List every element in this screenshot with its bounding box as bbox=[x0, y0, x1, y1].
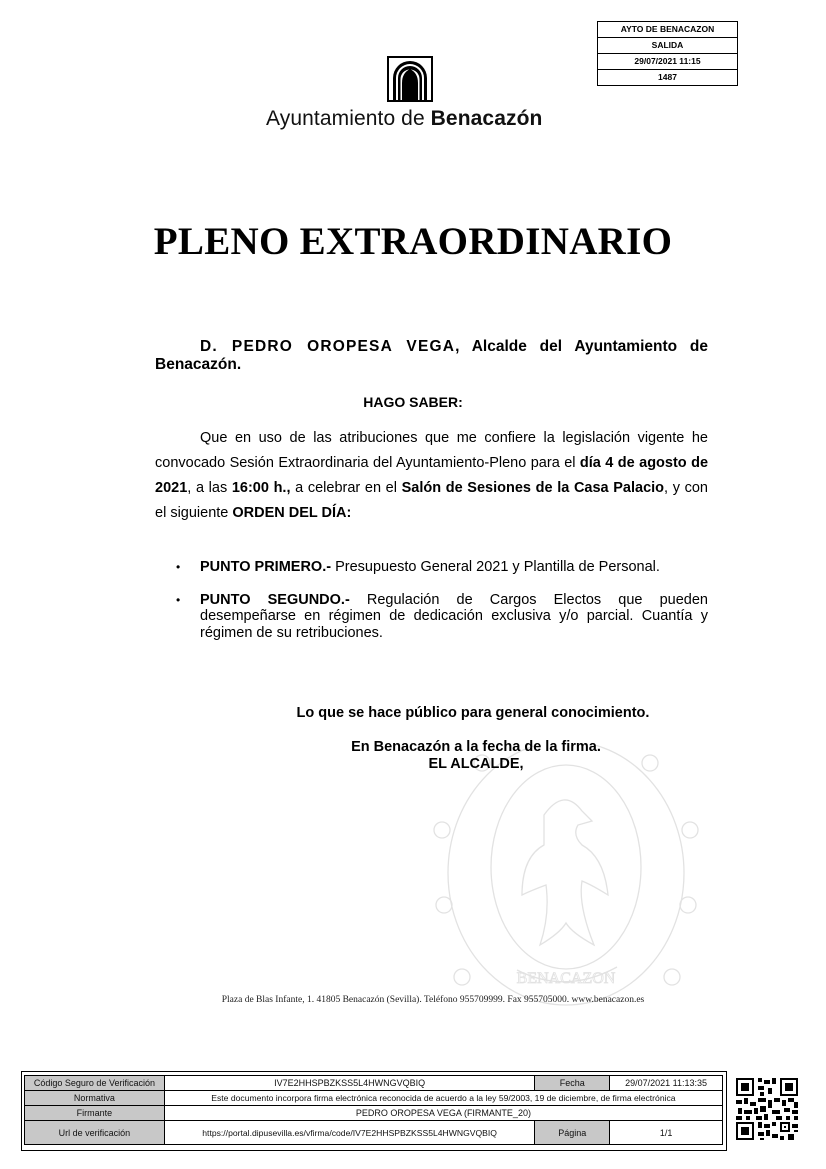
signer-title: EL ALCALDE, bbox=[428, 756, 524, 772]
intro-paragraph bbox=[155, 338, 708, 374]
meeting-place: Salón de Sesiones de la Casa Palacio bbox=[401, 480, 665, 496]
table-row bbox=[25, 1121, 723, 1145]
pagina-value: 1/1 bbox=[610, 1121, 723, 1145]
hago-saber-heading: HAGO SABER: bbox=[363, 394, 463, 410]
csv-value: IV7E2HHSPBZKSS5L4HWNGVQBIQ bbox=[164, 1076, 535, 1091]
table-row bbox=[25, 1091, 723, 1106]
agenda-item-label: PUNTO PRIMERO.- bbox=[200, 559, 332, 575]
agenda-item bbox=[176, 559, 708, 576]
meeting-time: 16:00 h., bbox=[231, 480, 291, 496]
crest-text: BENACAZON bbox=[516, 970, 616, 987]
municipal-crest-watermark bbox=[422, 745, 710, 1015]
place-date-text: En Benacazón a la fecha de la firma. bbox=[351, 739, 601, 755]
stamp-type: SALIDA bbox=[598, 38, 737, 54]
public-notice-text: Lo que se hace público para general conocimiento. bbox=[296, 705, 650, 721]
text: a celebrar en el bbox=[290, 480, 402, 496]
arch-icon bbox=[387, 56, 433, 102]
firmante-value: PEDRO OROPESA VEGA (FIRMANTE_20) bbox=[164, 1106, 722, 1121]
stamp-office: AYTO DE BENACAZON bbox=[598, 22, 737, 38]
footer-address: Plaza de Blas Infante, 1. 41805 Benacazón (Sevilla). Teléfono 955709999. Fax 955705000. www.benacazon.es bbox=[221, 995, 645, 1005]
stamp-datetime: 29/07/2021 11:15 bbox=[598, 54, 737, 70]
table-row bbox=[25, 1076, 723, 1091]
stamp-number: 1487 bbox=[658, 72, 677, 82]
agenda-heading: ORDEN DEL DÍA: bbox=[232, 505, 352, 521]
fecha-value: 29/07/2021 11:13:35 bbox=[610, 1076, 723, 1091]
bullet-icon: • bbox=[176, 560, 181, 574]
bullet-icon: • bbox=[176, 592, 181, 607]
url-value[interactable]: https://portal.dipusevilla.es/vfirma/code/IV7E2HHSPBZKSS5L4HWNGVQBIQ bbox=[164, 1121, 535, 1145]
table-row bbox=[25, 1106, 723, 1121]
text: , a las bbox=[187, 480, 232, 496]
organization-logo-text bbox=[266, 107, 556, 131]
fecha-label: Fecha bbox=[535, 1076, 610, 1091]
agenda-item-text: Presupuesto General 2021 y Plantilla de Personal. bbox=[331, 559, 660, 575]
normativa-label: Normativa bbox=[25, 1091, 165, 1106]
agenda-item-text: Regulación de Cargos Electos que pueden desempeñarse en régimen de dedicación exclusiva y/o parcial. Cuantía y régimen de su retribuciones. bbox=[200, 591, 708, 641]
text: , y con el siguiente bbox=[155, 480, 708, 521]
normativa-value: Este documento incorpora firma electrónica reconocida de acuerdo a la ley 59/2003, 19 de diciembre, de firma electrónica bbox=[164, 1091, 722, 1106]
pagina-label: Página bbox=[535, 1121, 610, 1145]
agenda-item bbox=[176, 592, 708, 642]
mayor-role: , Alcalde del Ayuntamiento de Benacazón. bbox=[155, 338, 709, 373]
convocatoria-paragraph bbox=[155, 426, 708, 526]
firmante-label: Firmante bbox=[25, 1106, 165, 1121]
agenda-item-label: PUNTO SEGUNDO.- bbox=[200, 591, 350, 608]
document-title: PLENO EXTRAORDINARIO bbox=[153, 220, 673, 263]
org-name: Benacazón bbox=[430, 107, 543, 130]
url-label: Url de verificación bbox=[25, 1121, 165, 1145]
mayor-name: D. PEDRO OROPESA VEGA bbox=[200, 338, 456, 355]
agenda-list bbox=[176, 559, 708, 654]
meeting-date: día 4 de agosto de 2021 bbox=[155, 455, 709, 496]
text: Que en uso de las atribuciones que me confiere la legislación vigente he convocado Sesión Extraordinaria del Ayuntamiento-Pleno para el bbox=[155, 430, 708, 471]
verification-table bbox=[24, 1075, 723, 1145]
registry-stamp bbox=[597, 21, 738, 86]
csv-label: Código Seguro de Verificación bbox=[25, 1076, 165, 1091]
qr-code-icon bbox=[734, 1076, 800, 1142]
org-prefix: Ayuntamiento de bbox=[266, 107, 431, 130]
